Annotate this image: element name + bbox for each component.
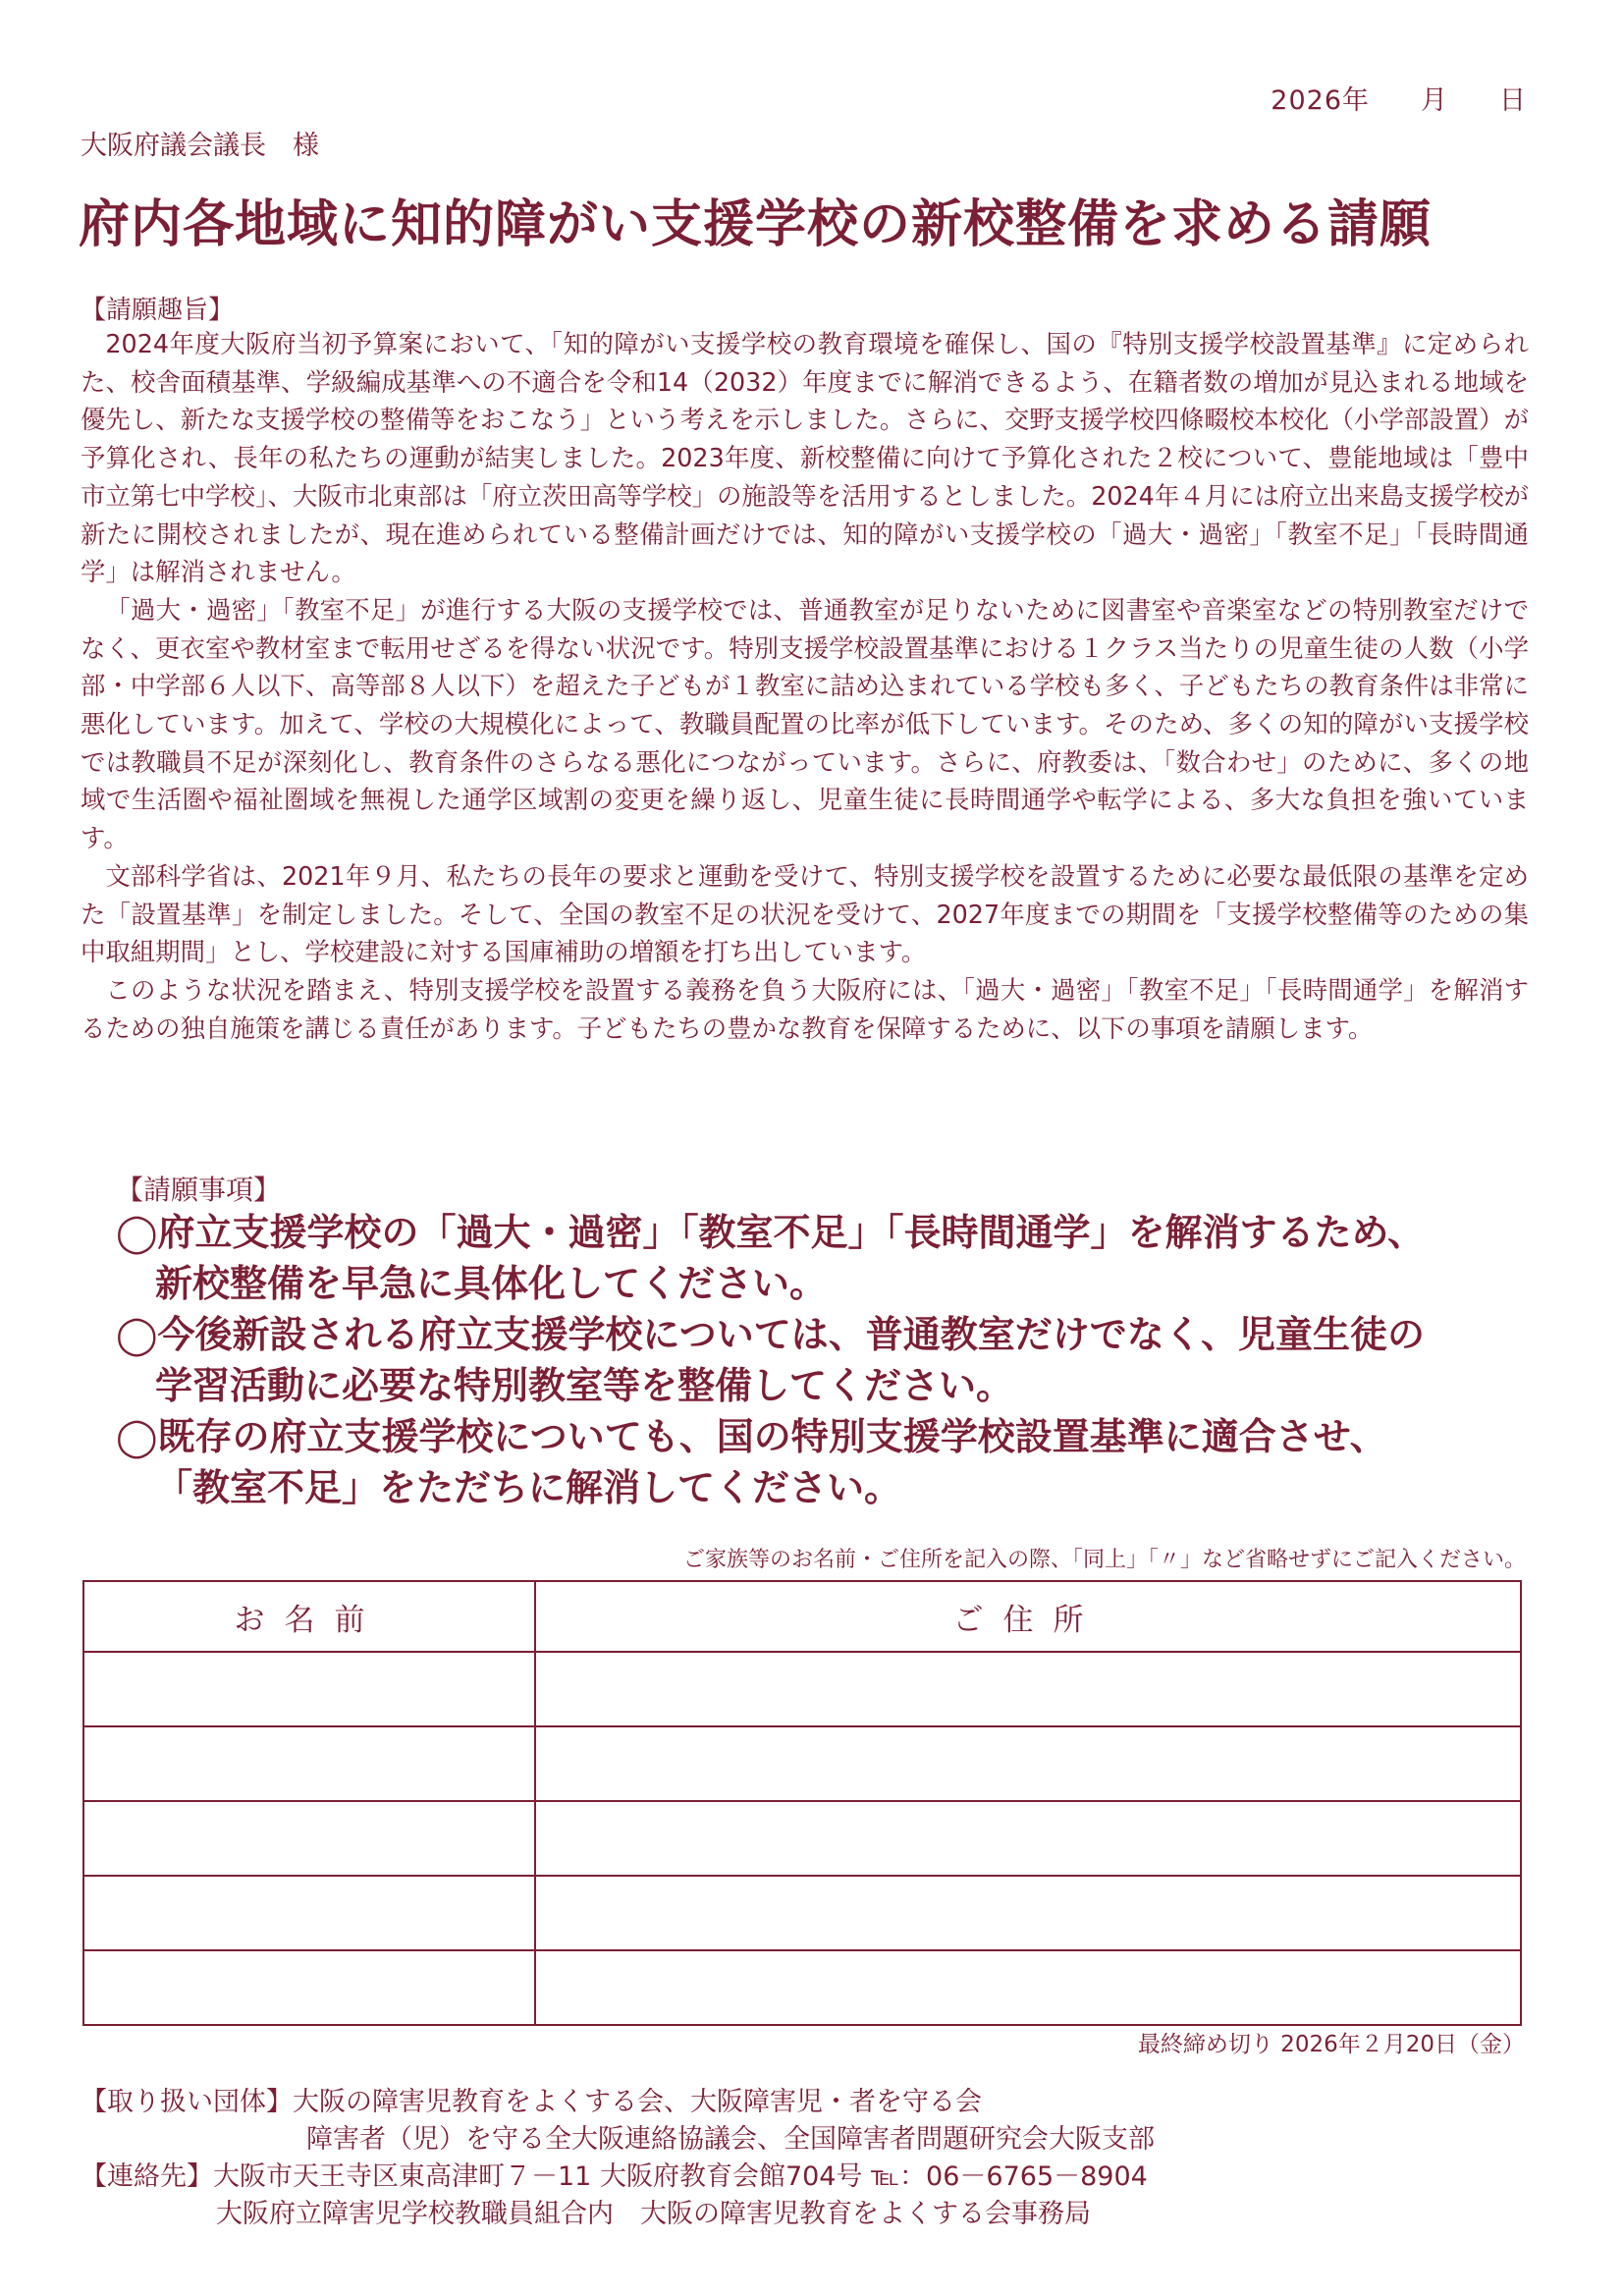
org-line: 障害者（児）を守る全大阪連絡協議会、全国障害者問題研究会大阪支部 [306,2124,1155,2155]
signature-row [83,1652,1521,1726]
signature-row [83,1801,1521,1876]
purpose-heading: 【請願趣旨】 [81,296,235,325]
request-item-line: 新校整備を早急に具体化してください。 [155,1261,828,1305]
contact-line: 大阪府立障害児学校教職員組合内 大阪の障害児教育をよくする会事務局 [216,2199,1091,2229]
request-item-line: ◯既存の府立支援学校についても、国の特別支援学校設置基準に適合させ、 [116,1414,1387,1458]
signature-table [82,1580,1522,2026]
address-cell[interactable] [535,1652,1521,1726]
purpose-paragraph: 「過大・過密」「教室不足」が進行する大阪の支援学校では、普通教室が足りないために図書室や音楽室などの特別教室だけでなく、更衣室や教材室まで転用せざるを得ない状況です。特別支援学校設置基準における１クラス当たりの児童生徒の人数（小学部・中学部６人以下、高等部８人以下）を超えた子どもが１教室に詰め込まれている学校も多く、子どもたちの教育条件は非常に悪化しています。加えて、学校の大規模化によって、教職員配置の比率が低下しています。そのため、多くの知的障がい支援学校では教職員不足が深刻化し、教育条件のさらなる悪化につながっています。さらに、府教委は、「数合わせ」のために、多くの地域で生活圏や福祉圏域を無視した通学区域割の変更を繰り返し、児童生徒に長時間通学や転学による、多大な負担を強いています。 [81,594,1529,853]
date-year: 2026年 [1271,85,1370,116]
address-cell[interactable] [535,1726,1521,1801]
purpose-paragraph: 文部科学省は、2021年９月、私たちの長年の要求と運動を受けて、特別支援学校を設置するために必要な最低限の基準を定めた「設置基準」を制定しました。そして、全国の教室不足の状況を受けて、2027年度までの期間を「支援学校整備等のための集中取組期間」とし、学校建設に対する国庫補助の増額を打ち出しています。 [81,860,1529,967]
request-item [116,1411,1510,1513]
org-label: 【取り扱い団体】 [81,2087,293,2117]
request-item [116,1207,1510,1309]
name-cell[interactable] [83,1652,535,1726]
org-row [81,2084,1155,2121]
request-item-line: 学習活動に必要な特別教室等を整備してください。 [155,1363,1014,1407]
signature-rows [83,1652,1521,2025]
date-line [1271,79,1527,117]
purpose-paragraph: 2024年度大阪府当初予算案において、「知的障がい支援学校の教育環境を確保し、国の『特別支援学校設置基準』に定められた、校舎面積基準、学級編成基準への不適合を令和14（2032）年度までに解消できるよう、在籍者数の増加が見込まれる地域を優先し、新たな支援学校の整備等をおこなう」という考えを示しました。さらに、交野支援学校四條畷校本校化（小学部設置）が予算化され、長年の私たちの運動が結実しました。2023年度、新校整備に向けて予算化された２校について、豊能地域は「豊中市立第七中学校」、大阪市北東部は「府立茨田高等学校」の施設等を活用するとしました。2024年４月には府立出来島支援学校が新たに開校されましたが、現在進められている整備計画だけでは、知的障がい支援学校の「過大・過密」「教室不足」「長時間通学」は解消されません。 [81,329,1529,587]
address-cell[interactable] [535,1876,1521,1950]
signature-row [83,1726,1521,1801]
addressee: 大阪府議会議長 様 [81,131,319,161]
contact-row [81,2159,1155,2196]
org-line: 大阪の障害児教育をよくする会、大阪障害児・者を守る会 [293,2087,982,2117]
request-items-heading: 【請願事項】 [116,1174,282,1206]
purpose-paragraph: このような状況を踏まえ、特別支援学校を設置する義務を負う大阪府には、「過大・過密」「教室不足」「長時間通学」を解消するための独自施策を講じる責任があります。子どもたちの豊かな教育を保障するために、以下の事項を請願します。 [81,974,1529,1043]
request-item-line: ◯府立支援学校の「過大・過密」「教室不足」「長時間通学」を解消するため、 [116,1210,1426,1254]
request-items [116,1207,1510,1513]
signature-note: ご家族等のお名前・ご住所を記入の際、「同上」「〃」など省略せずにご記入ください。 [682,1548,1526,1572]
address-cell[interactable] [535,1801,1521,1876]
deadline: 最終締め切り 2026年２月20日（金） [1137,2032,1525,2057]
name-cell[interactable] [83,1801,535,1876]
name-column-header: お名前 [83,1581,535,1652]
request-item-line: ◯今後新設される府立支援学校については、普通教室だけでなく、児童生徒の [116,1312,1426,1356]
date-month: 月 [1421,85,1448,116]
footer [81,2084,1155,2233]
request-item [116,1309,1510,1411]
address-cell[interactable] [535,1950,1521,2025]
name-cell[interactable] [83,1950,535,2025]
name-cell[interactable] [83,1876,535,1950]
purpose-body [81,325,1529,1047]
signature-row [83,1950,1521,2025]
signature-header-row [83,1581,1521,1652]
name-cell[interactable] [83,1726,535,1801]
address-column-header: ご住所 [535,1581,1521,1652]
contact-line: 大阪市天王寺区東高津町７－11 大阪府教育会館704号 ℡：06－6765－8904 [213,2161,1148,2192]
date-day: 日 [1499,85,1527,116]
request-item-line: 「教室不足」をただちに解消してください。 [155,1465,902,1509]
page-title: 府内各地域に知的障がい支援学校の新校整備を求める請願 [79,194,1433,254]
contact-label: 【連絡先】 [81,2161,213,2192]
signature-row [83,1876,1521,1950]
